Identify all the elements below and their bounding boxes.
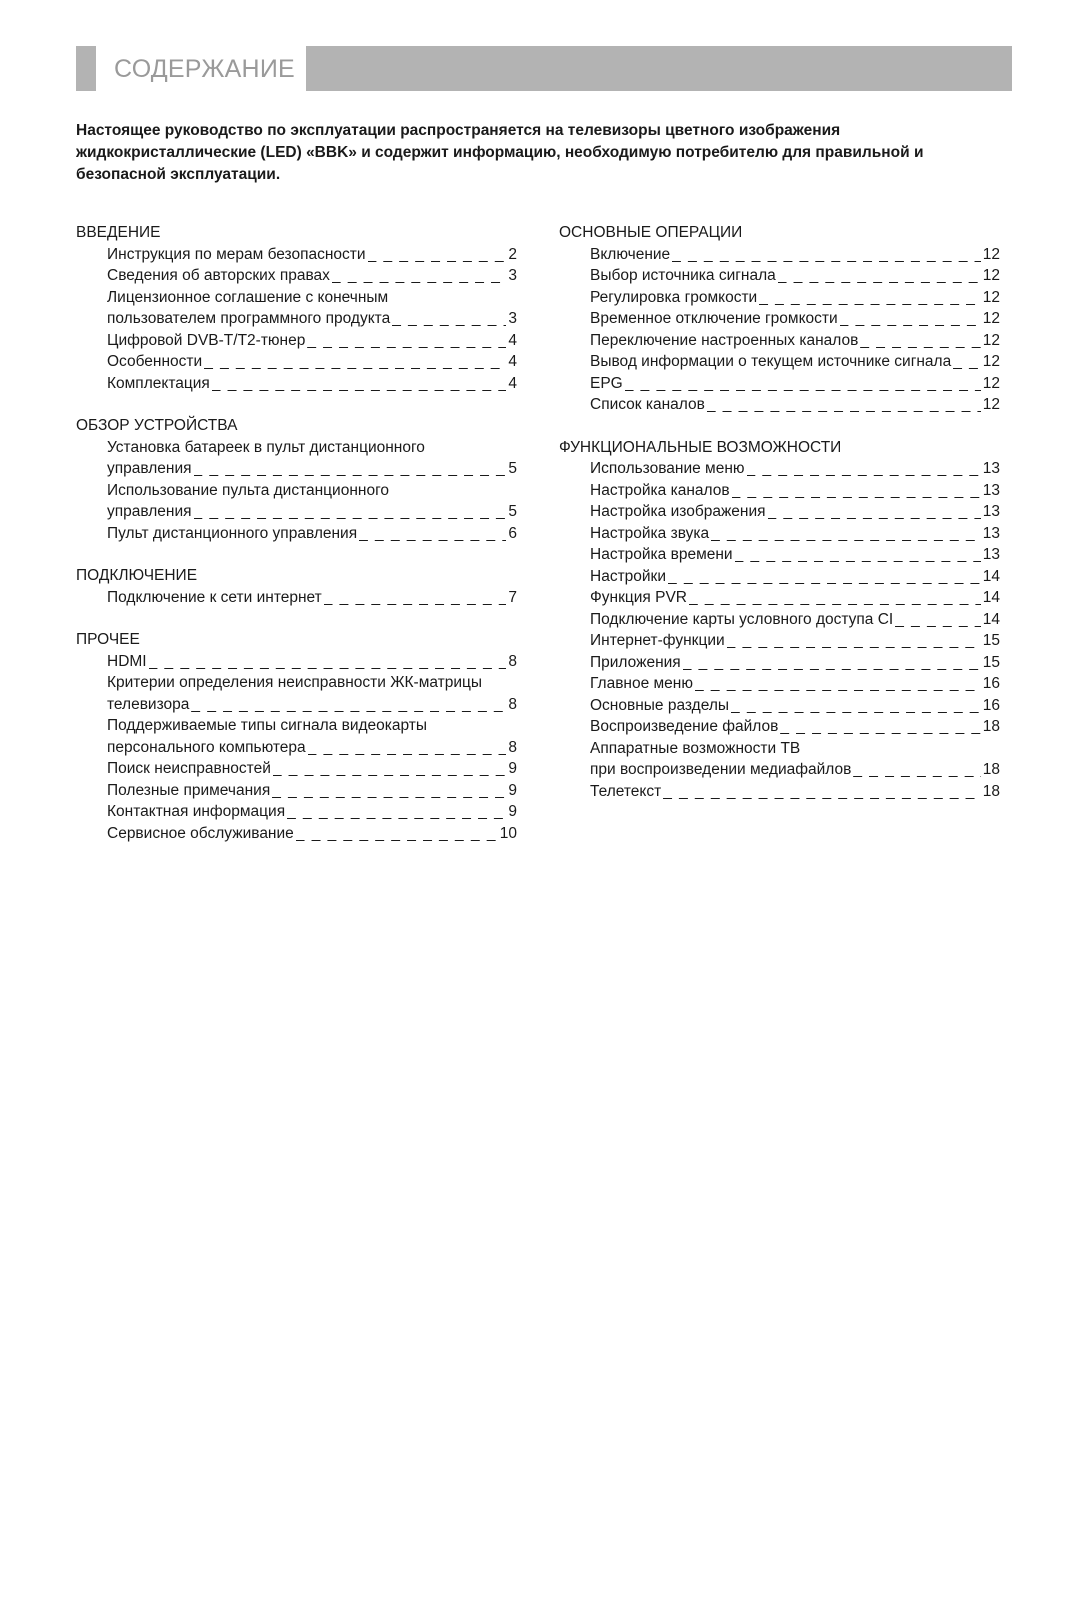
toc-page-number: 14: [982, 610, 1000, 628]
toc-entry-text: Подключение к сети интернет: [107, 588, 322, 606]
toc-page-number: 9: [508, 760, 517, 777]
toc-entry-row: [559, 630, 1000, 652]
dot-leader: [332, 265, 506, 287]
toc-entry[interactable]: [76, 351, 517, 373]
toc-entry-row: [559, 373, 1000, 395]
toc-entry-text: Полезные примечания: [107, 781, 271, 799]
dot-leader: [194, 458, 507, 480]
toc-entry[interactable]: [76, 287, 517, 330]
dot-leader: [191, 694, 506, 716]
toc-entry[interactable]: [559, 373, 1000, 395]
toc-entry[interactable]: [76, 244, 517, 266]
toc-page-number: 16: [982, 675, 1000, 692]
toc-entry-row: [76, 351, 517, 373]
toc-entry-text: Главное меню: [590, 675, 693, 692]
toc-column-right: [559, 222, 1000, 823]
toc-entry[interactable]: [559, 587, 1000, 609]
toc-entry[interactable]: [559, 244, 1000, 266]
toc-entry-row: [76, 694, 517, 716]
toc-entry-text: Использование меню: [590, 460, 745, 477]
dot-leader: [663, 781, 981, 803]
toc-entry[interactable]: [559, 330, 1000, 352]
dot-leader: [707, 394, 981, 416]
toc-section-title: ФУНКЦИОНАЛЬНЫЕ ВОЗМОЖНОСТИ: [559, 438, 842, 456]
toc-entry[interactable]: [559, 480, 1000, 502]
toc-entry[interactable]: [559, 673, 1000, 695]
toc-entry[interactable]: [559, 287, 1000, 309]
toc-page-number: 3: [508, 310, 517, 327]
toc-page-number: 4: [508, 353, 517, 370]
toc-entry-text: Приложения: [590, 653, 681, 671]
toc-entry-text: Пульт дистанционного управления: [107, 524, 358, 542]
toc-entry[interactable]: [559, 523, 1000, 545]
toc-entry-text: Регулировка громкости: [590, 288, 758, 306]
toc-entry-row: [559, 609, 1000, 631]
header-accent-bar: [76, 46, 96, 91]
toc-entry-row: [559, 695, 1000, 717]
toc-entry-row: [559, 501, 1000, 523]
intro-line: безопасной эксплуатации.: [76, 166, 281, 183]
dot-leader: [895, 609, 981, 631]
dot-leader: [359, 523, 506, 545]
toc-section-title: ОСНОВНЫЕ ОПЕРАЦИИ: [559, 224, 743, 241]
toc-page-number: 14: [982, 589, 1000, 606]
toc-section: [76, 222, 517, 394]
toc-entry-row: [76, 651, 517, 673]
toc-page-number: 12: [982, 310, 1000, 327]
toc-entry-text: Сервисное обслуживание: [107, 824, 294, 842]
toc-entry[interactable]: [76, 823, 517, 845]
toc-entry[interactable]: [559, 738, 1000, 781]
toc-entry[interactable]: [76, 587, 517, 609]
toc-entry[interactable]: [559, 265, 1000, 287]
toc-entry-text: Основные разделы: [590, 696, 730, 714]
toc-entry-text: при воспроизведении медиафайлов: [590, 761, 852, 778]
toc-page-number: 2: [508, 245, 517, 263]
toc-entry-row: [559, 544, 1000, 566]
dot-leader: [853, 759, 980, 781]
dot-leader: [953, 351, 981, 373]
toc-entry-row: [559, 673, 1000, 695]
toc-entry[interactable]: [559, 458, 1000, 480]
toc-page-number: 12: [982, 288, 1000, 306]
toc-entry-row: [559, 330, 1000, 352]
toc-entry-text: Настройка изображения: [590, 503, 766, 520]
toc-entry[interactable]: [559, 351, 1000, 373]
toc-entry-row: [559, 287, 1000, 309]
toc-entry[interactable]: [76, 651, 517, 673]
toc-entry[interactable]: [559, 630, 1000, 652]
page-title: СОДЕРЖАНИЕ: [114, 55, 295, 83]
toc-page-number: 5: [508, 503, 517, 520]
dot-leader: [308, 737, 507, 759]
toc-entry-text: Контактная информация: [107, 803, 286, 820]
toc-entry-text: Интернет-функции: [590, 632, 725, 649]
toc-entry-row: [76, 244, 517, 266]
toc-entry-text: EPG: [590, 374, 623, 392]
dot-leader: [287, 801, 506, 823]
toc-entry[interactable]: [76, 801, 517, 823]
toc-entry-text: Телетекст: [590, 782, 662, 800]
toc-entry[interactable]: [76, 780, 517, 802]
toc-page-number: 8: [508, 652, 517, 670]
intro-line: жидкокристаллические (LED) «BBK» и содержит информацию, необходимую потребителю для правильной и: [76, 144, 924, 161]
toc-page-number: 15: [982, 632, 1000, 649]
toc-page-number: 8: [508, 695, 517, 713]
toc-entry[interactable]: [559, 308, 1000, 330]
toc-entry-text: Поддерживаемые типы сигнала видеокарты: [107, 717, 428, 734]
toc-entry[interactable]: [76, 480, 517, 523]
toc-entry-row: [559, 781, 1000, 803]
dot-leader: [731, 695, 981, 717]
dot-leader: [727, 630, 981, 652]
dot-leader: [392, 308, 506, 330]
toc-entry-row: [76, 458, 517, 480]
dot-leader: [840, 308, 981, 330]
toc-page-number: 12: [982, 331, 1000, 349]
toc-entry-text: Аппаратные возможности ТВ: [590, 739, 801, 757]
toc-page-number: 3: [508, 267, 517, 284]
dot-leader: [307, 330, 506, 352]
toc-entry-row: [559, 244, 1000, 266]
intro-line: Настоящее руководство по эксплуатации распространяется на телевизоры цветного изображения: [76, 122, 841, 139]
toc-section-title: ПОДКЛЮЧЕНИЕ: [76, 567, 198, 584]
toc-entry-row: [76, 780, 517, 802]
toc-entry[interactable]: [76, 265, 517, 287]
dot-leader: [273, 758, 507, 780]
toc-entry-text: Цифровой DVB-T/T2-тюнер: [107, 331, 306, 349]
toc-entry[interactable]: [76, 715, 517, 758]
toc-entry-text: Включение: [590, 245, 671, 263]
dot-leader: [368, 244, 507, 266]
dot-leader: [324, 587, 507, 609]
toc-page-number: 12: [982, 374, 1000, 392]
toc-entry-text: Выбор источника сигнала: [590, 267, 776, 284]
toc-entry-row: [559, 716, 1000, 738]
toc-page-number: 12: [982, 396, 1000, 413]
toc-entry[interactable]: [559, 394, 1000, 416]
toc-entry[interactable]: [76, 758, 517, 780]
toc-entry-row: [559, 458, 1000, 480]
toc-entry-text: Функция PVR: [590, 589, 687, 606]
dot-leader: [683, 652, 981, 674]
toc-entry[interactable]: [559, 501, 1000, 523]
dot-leader: [296, 823, 498, 845]
toc-entry-text: Поиск неисправностей: [107, 760, 271, 777]
toc-entry-row: [76, 737, 517, 759]
toc-section: [76, 629, 517, 844]
toc-entry[interactable]: [76, 437, 517, 480]
toc-entry-text: HDMI: [107, 652, 147, 670]
toc-page-number: 9: [508, 803, 517, 820]
toc-section: [559, 222, 1000, 416]
toc-entry[interactable]: [559, 695, 1000, 717]
toc-section-title: ВВЕДЕНИЕ: [76, 224, 161, 241]
toc-entry-text: управления: [107, 460, 192, 477]
toc-entry-text: Комплектация: [107, 374, 210, 392]
toc-entry-text: Список каналов: [590, 396, 705, 413]
toc-section-title: ПРОЧЕЕ: [76, 631, 140, 648]
toc-entry-row: [76, 801, 517, 823]
toc-entry-row: [559, 587, 1000, 609]
toc-entry[interactable]: [559, 544, 1000, 566]
dot-leader: [732, 480, 981, 502]
toc-entry[interactable]: [559, 566, 1000, 588]
toc-entry-row: [559, 523, 1000, 545]
dot-leader: [778, 265, 981, 287]
toc-entry-text: персонального компьютера: [107, 738, 306, 756]
toc-page-number: 9: [508, 781, 517, 799]
toc-entry[interactable]: [559, 609, 1000, 631]
toc-page-number: 13: [982, 503, 1000, 520]
toc-entry-row: [76, 265, 517, 287]
toc-entry-row: [76, 823, 517, 845]
toc-page-number: 13: [982, 524, 1000, 542]
header-bar: [306, 46, 1012, 91]
dot-leader: [860, 330, 980, 352]
toc-entry-text: Настройка времени: [590, 546, 733, 563]
toc-entry[interactable]: [76, 672, 517, 715]
toc-entry-text: Сведения об авторских правах: [107, 267, 330, 284]
toc-entry-text: Переключение настроенных каналов: [590, 331, 859, 349]
toc-page-number: 13: [982, 481, 1000, 499]
toc-entry-row: [76, 308, 517, 330]
dot-leader: [747, 458, 981, 480]
toc-entry-row: [559, 265, 1000, 287]
toc-entry-row: [559, 759, 1000, 781]
toc-section: [76, 565, 517, 608]
toc-page-number: 18: [982, 782, 1000, 800]
toc-entry-text: Критерии определения неисправности ЖК-матрицы: [107, 674, 483, 691]
toc-entry-row: [76, 330, 517, 352]
toc-page-number: 13: [982, 546, 1000, 563]
toc-entry[interactable]: [559, 652, 1000, 674]
toc-page-number: 15: [982, 653, 1000, 671]
dot-leader: [689, 587, 981, 609]
toc-page-number: 18: [982, 761, 1000, 778]
toc-entry-text: Особенности: [107, 353, 203, 370]
dot-leader: [212, 373, 507, 395]
toc-page-number: 4: [508, 374, 517, 392]
toc-entry-row: [559, 652, 1000, 674]
dot-leader: [711, 523, 981, 545]
toc-page-number: 6: [508, 524, 517, 542]
toc-entry-row: [559, 351, 1000, 373]
toc-entry-row: [559, 394, 1000, 416]
toc-entry-row: [76, 523, 517, 545]
toc-column-left: [76, 222, 517, 865]
dot-leader: [625, 373, 981, 395]
toc-entry[interactable]: [76, 330, 517, 352]
toc-page-number: 5: [508, 460, 517, 477]
toc-entry-text: Временное отключение громкости: [590, 310, 838, 327]
toc-page-number: 10: [499, 824, 517, 842]
intro-paragraph: [76, 120, 1006, 186]
dot-leader: [695, 673, 981, 695]
toc-entry[interactable]: [559, 781, 1000, 803]
toc-page-number: 12: [982, 353, 1000, 370]
toc-page-number: 18: [982, 718, 1000, 735]
toc-entry-row: [76, 501, 517, 523]
toc-entry[interactable]: [76, 523, 517, 545]
toc-section: [76, 415, 517, 544]
dot-leader: [768, 501, 981, 523]
toc-entry-text: телевизора: [107, 695, 190, 713]
toc-page-number: 12: [982, 267, 1000, 284]
dot-leader: [668, 566, 981, 588]
toc-page-number: 13: [982, 460, 1000, 477]
toc-entry-text: Настройка каналов: [590, 481, 730, 499]
dot-leader: [149, 651, 507, 673]
toc-entry-text: Воспроизведение файлов: [590, 718, 779, 735]
toc-entry-text: Настройка звука: [590, 524, 710, 542]
toc-entry[interactable]: [559, 716, 1000, 738]
dot-leader: [672, 244, 981, 266]
toc-page-number: 8: [508, 738, 517, 756]
toc-page-number: 4: [508, 331, 517, 349]
toc-entry-text: Инструкция по мерам безопасности: [107, 245, 366, 263]
dot-leader: [735, 544, 981, 566]
toc-section-title: ОБЗОР УСТРОЙСТВА: [76, 417, 238, 434]
toc-entry-text: Использование пульта дистанционного: [107, 481, 390, 499]
dot-leader: [194, 501, 507, 523]
toc-entry-text: пользователем программного продукта: [107, 310, 391, 327]
toc-entry[interactable]: [76, 373, 517, 395]
dot-leader: [204, 351, 506, 373]
toc-entry-text: Установка батареек в пульт дистанционного: [107, 438, 425, 456]
dot-leader: [759, 287, 981, 309]
toc-entry-text: управления: [107, 503, 192, 520]
toc-entry-row: [76, 373, 517, 395]
toc-page-number: 16: [982, 696, 1000, 714]
toc-page-number: 7: [508, 588, 517, 606]
toc-entry-text: Подключение карты условного доступа CI: [590, 610, 894, 628]
toc-entry-text: Настройки: [590, 567, 667, 585]
toc-page-number: 12: [982, 245, 1000, 263]
toc-entry-row: [559, 308, 1000, 330]
toc-entry-row: [559, 566, 1000, 588]
toc-entry-text: Вывод информации о текущем источнике сигнала: [590, 353, 952, 370]
dot-leader: [272, 780, 506, 802]
toc-entry-row: [76, 758, 517, 780]
dot-leader: [780, 716, 980, 738]
toc-entry-text: Лицензионное соглашение с конечным: [107, 288, 389, 306]
toc-section: [559, 437, 1000, 803]
toc-entry-row: [76, 587, 517, 609]
toc-entry-row: [559, 480, 1000, 502]
toc-page-number: 14: [982, 567, 1000, 585]
